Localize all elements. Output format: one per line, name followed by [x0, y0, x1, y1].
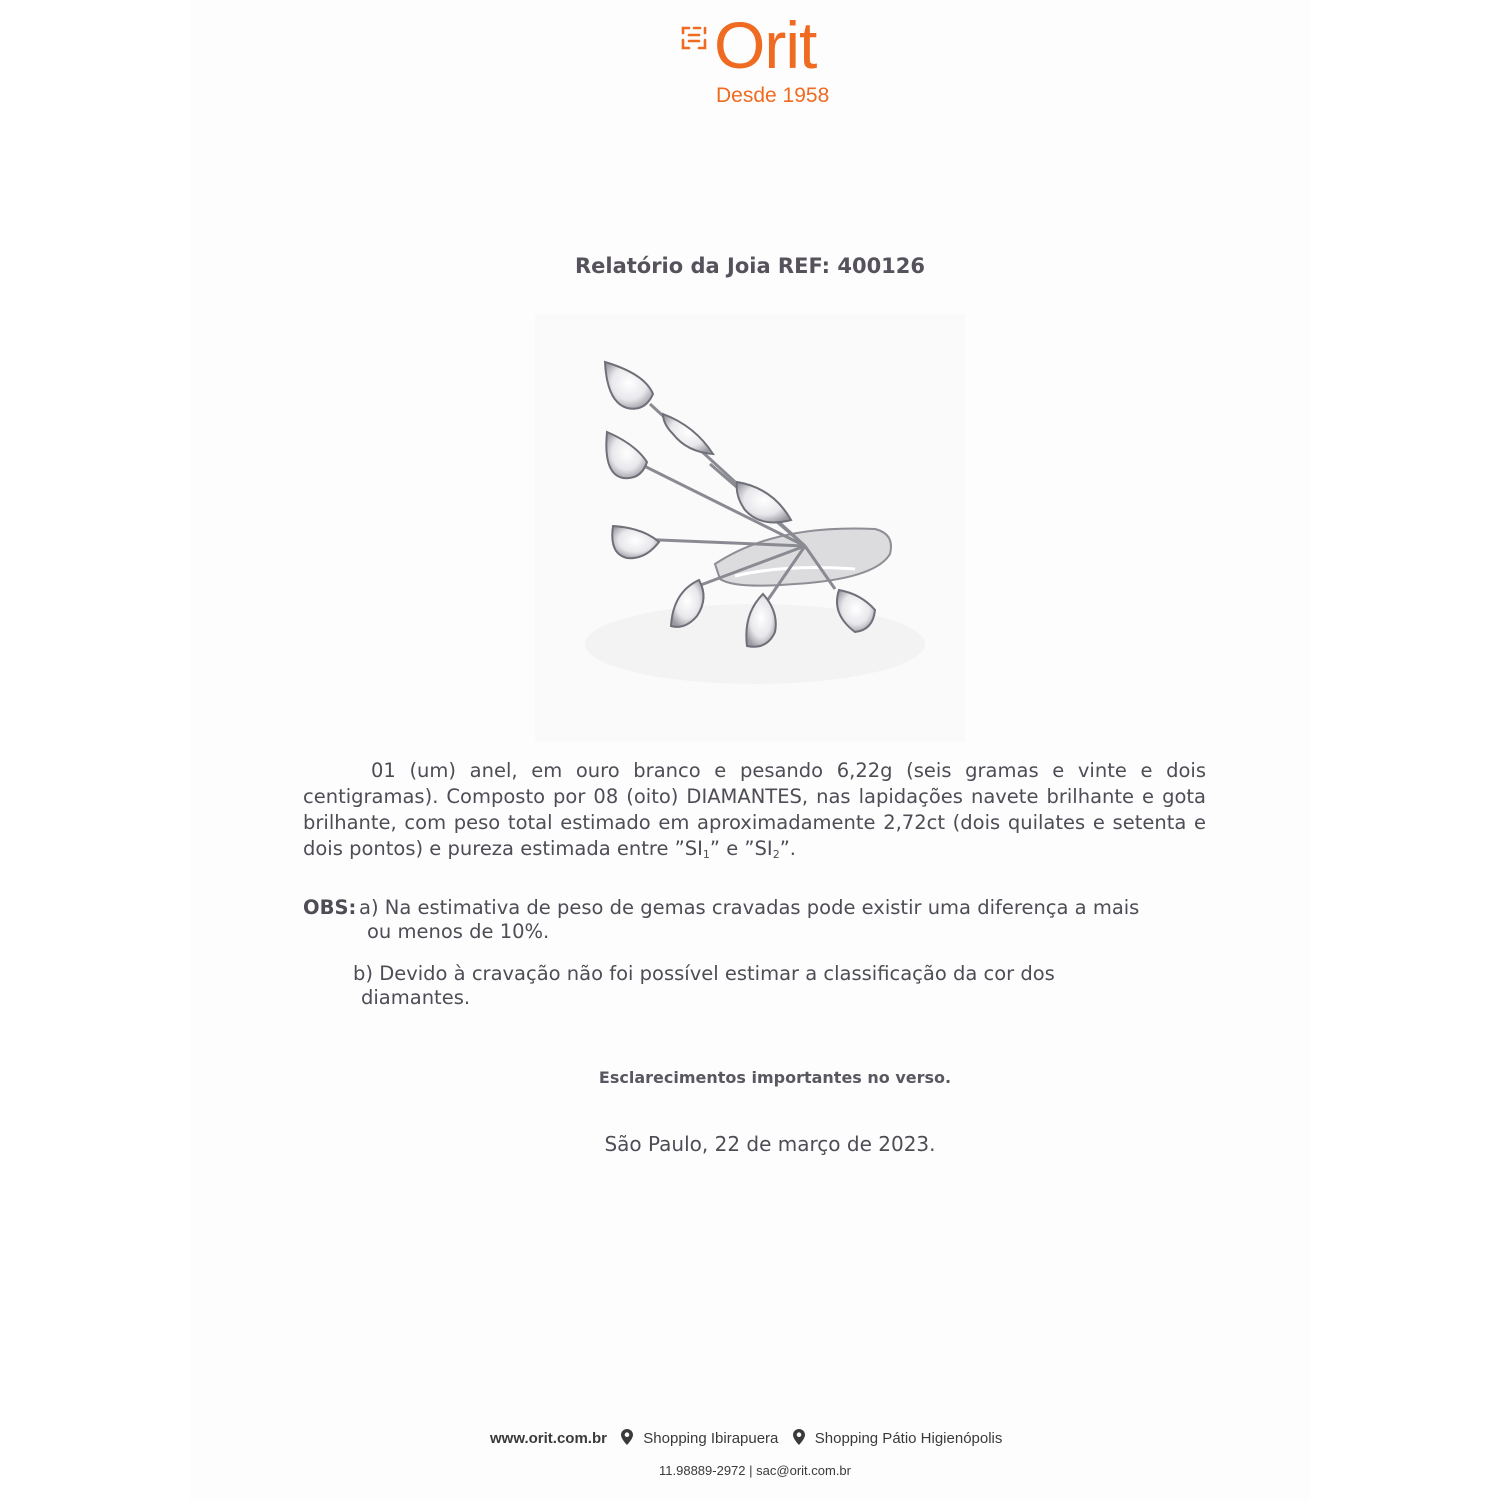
obs-a-line1: Na estimativa de peso de gemas cravadas pode existir uma diferença a mais [384, 896, 1140, 919]
location-higienopolis: Shopping Pátio Higienópolis [814, 1430, 1003, 1447]
obs-b-line1: Devido à cravação não foi possível estimar a classificação da cor dos [379, 962, 1055, 985]
important-note: Esclarecimentos importantes no verso. [598, 1068, 952, 1087]
brand-name: Orit [714, 8, 817, 82]
jewel-description: 01 (um) anel, em ouro branco e pesando 6,22g (seis gramas e vinte e dois centigramas). Composto por 08 (oito) DIAMANTES, nas lapidações navete brilhante e gota brilhante, com peso total estimado em aproximadamente 2,72ct (dois quilates e setenta e dois pontos) e pureza estimada entre $”SI_1$” e $”SI_2$”. [303, 759, 1206, 861]
footer-contact-line [0, 1463, 1500, 1478]
clarity-grade-1-sub: 1 [702, 848, 710, 861]
orit-logo-icon [680, 24, 708, 52]
obs-item-b [353, 962, 1193, 1010]
report-title: Relatório da Joia REF: 400126 [574, 254, 926, 278]
clarity-connector: e [726, 837, 739, 860]
obs-b-line2: diamantes. [361, 986, 471, 1009]
document-page [190, 0, 1310, 1500]
phone-number: 11.98889-2972 [659, 1463, 746, 1478]
email-link[interactable]: sac@orit.com.br [756, 1463, 851, 1478]
obs-a-line2: ou menos de 10%. [367, 920, 550, 943]
footer-contacts [490, 1429, 1050, 1447]
location-ibirapuera: Shopping Ibirapuera [643, 1430, 779, 1447]
report-date: São Paulo, 22 de março de 2023. [604, 1132, 936, 1156]
obs-a-marker: a) [359, 896, 379, 919]
website-link[interactable]: www.orit.com.br [490, 1430, 607, 1447]
brand-logo [676, 8, 846, 110]
clarity-grade-2: SI [754, 837, 773, 860]
ring-illustration [535, 314, 965, 742]
clarity-grade-1: SI [684, 837, 703, 860]
map-pin-icon [793, 1429, 805, 1445]
obs-item-a [359, 896, 1193, 944]
ring-photo [535, 314, 965, 742]
footer-separator: | [749, 1463, 753, 1478]
obs-label: OBS: [303, 896, 357, 919]
description-text: 01 (um) anel, em ouro branco e pesando 6,22g (seis gramas e vinte e dois centigramas). Composto por 08 (oito) DIAMANTES, nas lapidações navete brilhante e gota brilhante, com peso total estimado em aproximadamente 2,72ct (dois quilates e setenta e dois pontos) e pureza estimada entre [303, 759, 1206, 860]
clarity-grade-2-sub: 2 [772, 848, 780, 861]
brand-tagline: Desde 1958 [716, 84, 830, 107]
map-pin-icon [621, 1429, 633, 1445]
obs-b-marker: b) [353, 962, 373, 985]
